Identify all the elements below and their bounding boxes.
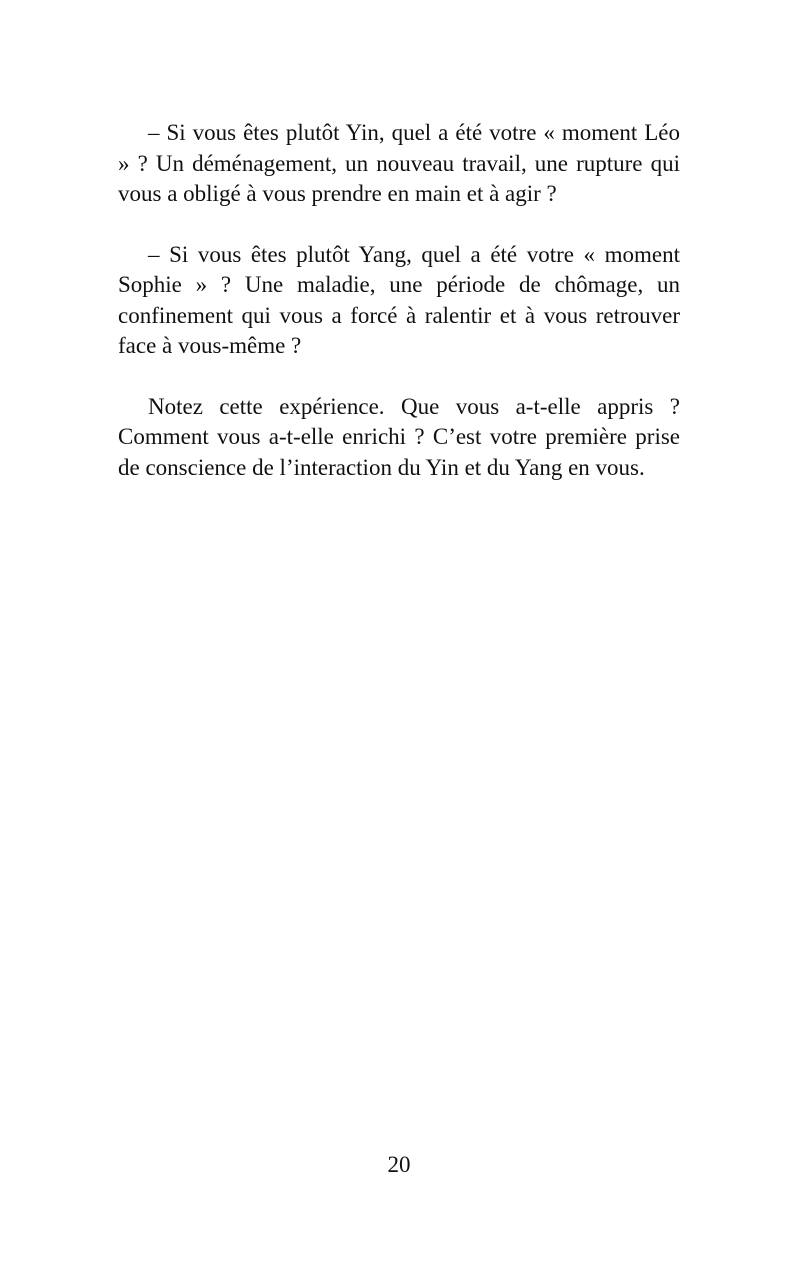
- paragraph-yin-question: – Si vous êtes plutôt Yin, quel a été votre « moment Léo » ? Un déménagement, un nouveau travail, une rupture qui vous a obligé à vous prendre en main et à agir ?: [118, 120, 680, 206]
- body-text: [118, 118, 680, 483]
- paragraph-yang-question: – Si vous êtes plutôt Yang, quel a été votre « moment Sophie » ? Une maladie, une période de chômage, un confinement qui vous a forcé à ralentir et à vous retrouver face à vous-même ?: [118, 241, 680, 358]
- paragraph-conclusion: Notez cette expérience. Que vous a-t-elle appris ? Comment vous a-t-elle enrichi ? C’est votre première prise de conscience de l’interaction du Yin et du Yang en vous.: [118, 393, 680, 480]
- page-number: 20: [387, 1152, 411, 1177]
